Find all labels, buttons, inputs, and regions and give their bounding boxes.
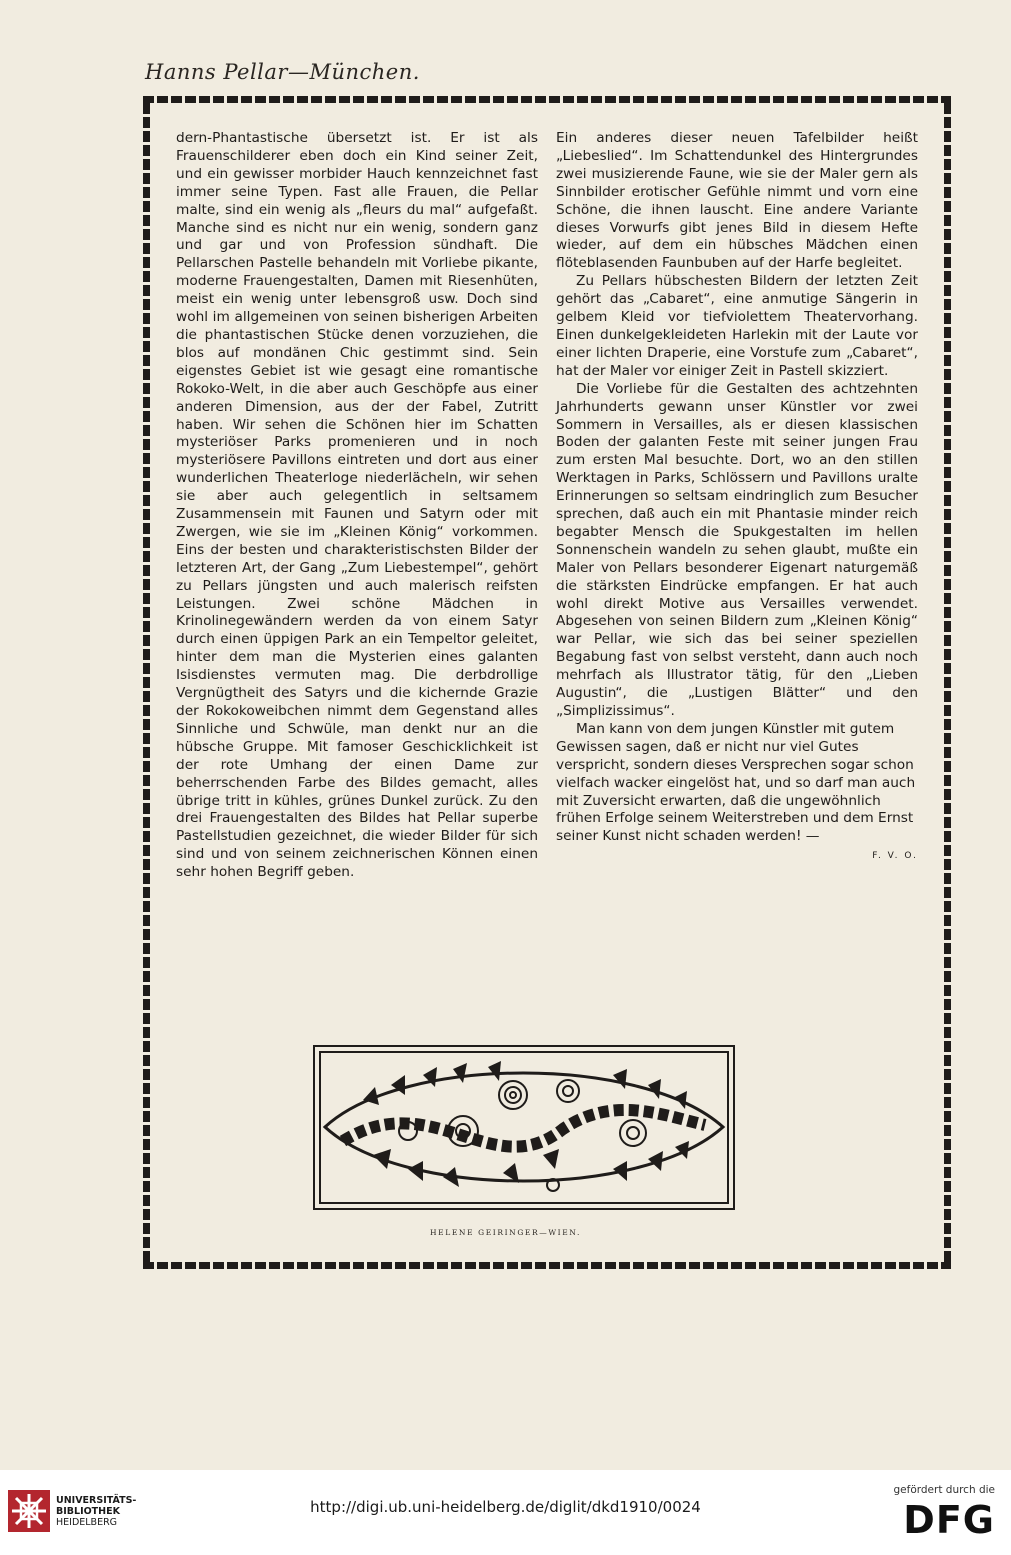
left-column: [176, 130, 538, 882]
closing-row: [556, 721, 918, 846]
ornament-vignette-image: [313, 1045, 735, 1210]
viewer-footer: [0, 1470, 1011, 1555]
source-url-link[interactable]: http://digi.ub.uni-heidelberg.de/diglit/dkd1910/0024: [310, 1498, 701, 1516]
right-column: [556, 130, 918, 866]
funded-by-label: gefördert durch die: [893, 1484, 995, 1496]
border-bottom: [143, 1262, 951, 1269]
paragraph: Man kann von dem jungen Künstler mit gutem Gewissen sagen, daß er nicht nur viel Gutes verspricht, sondern dieses Versprechen sogar schon vielfach wacker eingelöst hat, und so darf man auch mit Zuversicht erwarten, daß die ungewöhnlich frühen Erfolge seinem Weiterstreben und dem Ernst seiner Kunst nicht schaden werden! —: [556, 720, 916, 845]
paragraph: dern-Phantastische übersetzt ist. Er ist als Frauenschilderer eben doch ein Kind seiner Zeit, und ein gewisser morbider Hauch kennzeichnet fast immer seine Typen. Fast alle Frauen, die Pellar malte, sind ein wenig als „fleurs du mal“ aufgefaßt. Manche sind es nicht nur ein wenig, sondern ganz und gar und von Profession sündhaft. Die Pellarschen Pastelle behandeln mit Vorliebe pikante, moderne Frauengestalten, Damen mit Riesenhüten, meist ein wenig unter lebensgroß usw. Doch sind wohl im allgemeinen von seinen bisherigen Arbeiten die phantastischen Stücke denen vorzuziehen, die blos auf mondänen Chic gestimmt sind. Sein eigenstes Gebiet ist wie gesagt eine romantische Rokoko-Welt, in die aber auch Geschöpfe aus einer anderen Dimension, aus der der Fabel, Zutritt haben. Wir sehen die Schönen hier im Schatten mysteriöser Parks promenieren und in noch mysteriösere Pavillons eintreten und dort aus einer wunderlichen Theaterloge niederlächeln, wir sehen sie aber auch gelegentlich in seltsamem Zusammensein mit Faunen und Satyrn oder mit Zwergen, wie sie im „Kleinen König“ vorkommen. Eins der besten und charakteristischsten Bilder der letzteren Art, der Gang „Zum Liebestempel“, gehört zu Pellars jüngsten und auch malerisch reifsten Leistungen. Zwei schöne Mädchen in Krinolinegewändern werden da von einem Satyr durch einen üppigen Park an ein Tempeltor geleitet, hinter dem man die Mysterien eines galanten Isisdienstes vermuten mag. Die derbdrollige Vergnügtheit des Satyrs und die kichernde Grazie der Rokokoweibchen nimmt dem Gegenstand alles Sinnliche und Schwüle, man denkt nur an die hübsche Gruppe. Mit famoser Geschicklichkeit ist der rote Umhang der einen Dame zur beherrschenden Farbe des Bildes gemacht, alles übrige tritt in kühles, grünes Dunkel zurück. Zu den drei Frauengestalten des Bildes hat Pellar superbe Pastellstudien gezeichnet, die wieder Bilder für sich sind und von seinem zeichnerischen Können einen sehr hohen Begriff geben.: [176, 130, 538, 881]
paragraph: Ein anderes dieser neuen Tafelbilder heißt „Liebeslied“. Im Schattendunkel des Hintergrundes zwei musizierende Faune, wie sie der Maler gern als Sinnbilder erotischer Gefühle nimmt und vorn eine Schöne, die ihnen lauscht. Eine andere Variante dieses Vorwurfs gibt jenes Bild in diesem Hefte wieder, auf dem ein hübsches Mädchen einen flöteblasenden Faunbuben auf der Harfe begleitet.: [556, 130, 918, 272]
library-name-line-1: UNIVERSITÄTS-: [56, 1494, 137, 1506]
border-top: [143, 96, 951, 103]
library-city: HEIDELBERG: [56, 1516, 118, 1528]
border-left: [143, 103, 150, 1262]
paragraph: Die Vorliebe für die Gestalten des achtzehnten Jahrhunderts gewann unser Künstler vor zwei Sommern in Versailles, als er diesen klassischen Boden der galanten Feste mit seiner jungen Frau zum ersten Mal besuchte. Dort, wo an den stillen Werktagen in Parks, Schlössern und Pavillons uralte Erinnerungen so seltsam eindringlich zum Besucher sprechen, daß auch ein mit Phantasie minder reich begabter Mensch die Spukgestalten im hellen Sonnenschein wandeln zu sehen glaubt, mußte ein Maler von Pellars besonderer Eigenart naturgemäß die stärksten Eindrücke empfangen. Er hat auch wohl direkt Motive aus Versailles verwendet. Abgesehen von seinen Bildern zum „Kleinen König“ war Pellar, wie sich das bei seiner speziellen Begabung fast von selbst versteht, dann auch noch mehrfach als Illustrator tätig, für den „Lieben Augustin“, die „Lustigen Blätter“ und den „Simplizissimus“.: [556, 380, 918, 719]
funder-block[interactable]: [894, 1484, 996, 1542]
running-head: Hanns Pellar—München.: [145, 60, 420, 84]
border-right: [944, 103, 951, 1262]
paragraph: Zu Pellars hübschesten Bildern der letzten Zeit gehört das „Cabaret“, eine anmutige Sängerin in gelbem Kleid vor tiefviolettem Theatervorhang. Einen dunkelgekleideten Harlekin mit der Laute vor einer lichten Draperie, eine Vorstufe zum „Cabaret“, hat der Maler vor einiger Zeit in Pastell skizziert.: [556, 273, 918, 379]
signature-row: [556, 846, 918, 866]
ornament-caption: HELENE GEIRINGER—WIEN.: [430, 1228, 581, 1237]
signature: F. V. O.: [872, 851, 918, 862]
library-name-line-2: BIBLIOTHEK: [56, 1505, 120, 1517]
dfg-logo: DFG: [903, 1498, 995, 1542]
